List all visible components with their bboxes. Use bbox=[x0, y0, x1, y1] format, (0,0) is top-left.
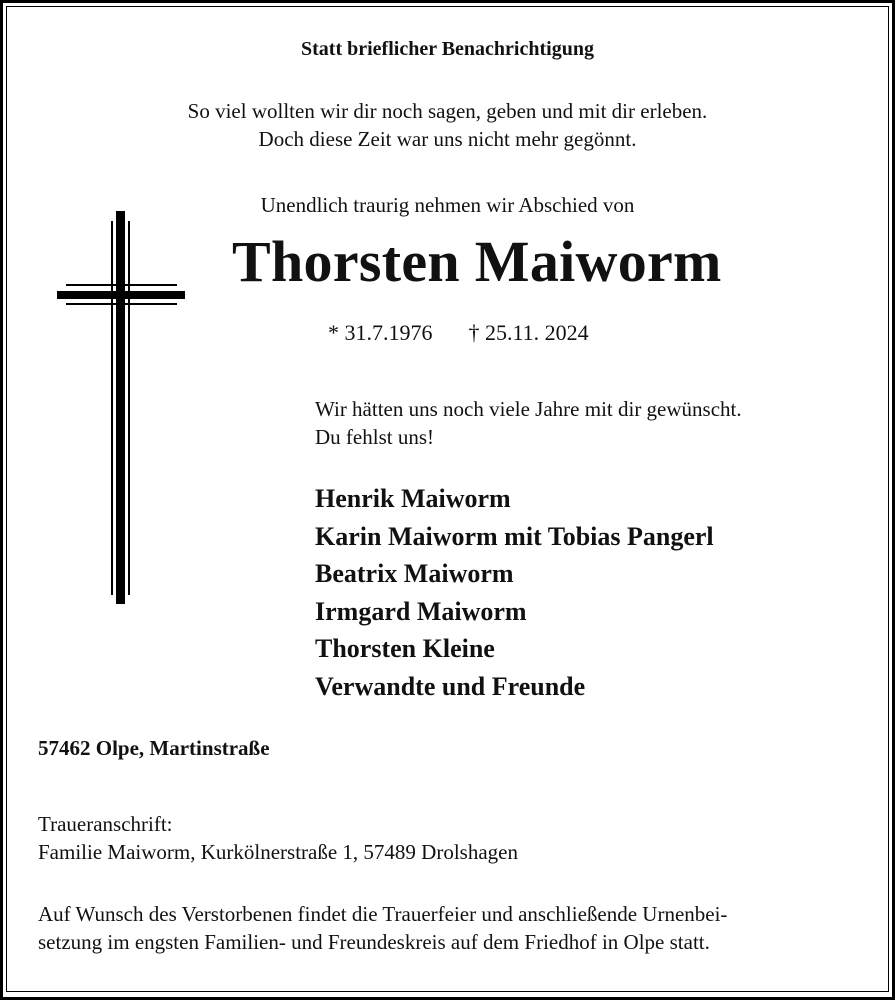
heading: Statt brieflicher Benachrichtigung bbox=[301, 38, 594, 60]
life-dates bbox=[328, 320, 625, 346]
family-member: Henrik Maiworm bbox=[315, 484, 511, 513]
family-member: Thorsten Kleine bbox=[315, 634, 495, 664]
family-list bbox=[315, 480, 714, 706]
family-member: Irmgard Maiworm bbox=[315, 596, 527, 626]
ceremony-note bbox=[38, 900, 727, 956]
quote-line: Doch diese Zeit war uns nicht mehr gegönnt. bbox=[258, 127, 637, 151]
mourning-address-value: Familie Maiworm, Kurkölnerstraße 1, 57489 Drolshagen bbox=[38, 840, 518, 864]
wish-line: Du fehlst uns! bbox=[315, 425, 434, 449]
mourning-address bbox=[38, 810, 518, 866]
quote-line: So viel wollten wir dir noch sagen, geben und mit dir erleben. bbox=[187, 99, 708, 123]
family-member: Beatrix Maiworm bbox=[315, 559, 514, 589]
wish-text bbox=[315, 395, 742, 451]
intro-text: Unendlich traurig nehmen wir Abschied von bbox=[260, 193, 635, 217]
note-line: setzung im engsten Familien- und Freundeskreis auf dem Friedhof in Olpe statt. bbox=[38, 930, 710, 954]
place: 57462 Olpe, Martinstraße bbox=[38, 736, 270, 760]
family-member: Verwandte und Freunde bbox=[315, 671, 586, 701]
note-line: Auf Wunsch des Verstorbenen findet die Trauerfeier und anschließende Urnenbei- bbox=[38, 902, 728, 926]
quote bbox=[0, 97, 895, 153]
family-member: Karin Maiworm mit Tobias Pangerl bbox=[315, 521, 714, 551]
birth-date: * 31.7.1976 bbox=[328, 320, 433, 345]
mourning-address-label: Traueranschrift: bbox=[38, 812, 173, 836]
death-date: † 25.11. 2024 bbox=[468, 320, 589, 345]
deceased-name: Thorsten Maiworm bbox=[232, 229, 722, 294]
wish-line: Wir hätten uns noch viele Jahre mit dir gewünscht. bbox=[315, 397, 742, 421]
